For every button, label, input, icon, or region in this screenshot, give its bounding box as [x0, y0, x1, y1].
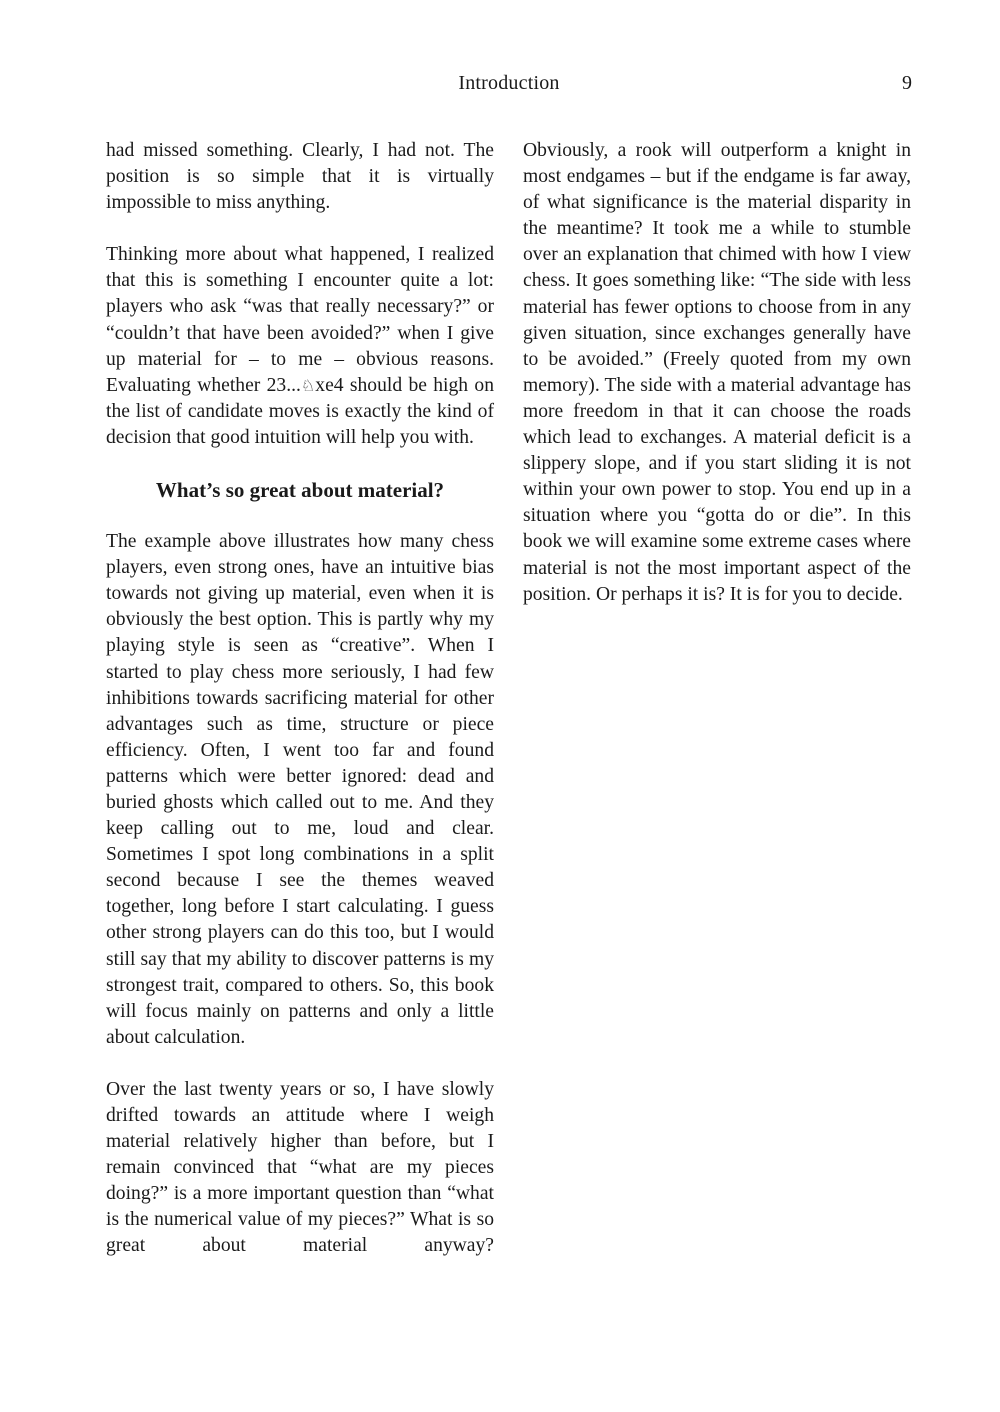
paragraph-text: xe4 should be high on the list of candidate moves is exactly the kind of decision that good intuition will help you with.	[106, 374, 495, 448]
right-column	[523, 138, 911, 608]
paragraph-gap	[106, 1051, 494, 1077]
paragraph-with-move	[106, 242, 494, 451]
paragraph: Over the last twenty years or so, I have slowly drifted towards an attitude where I weigh material relatively higher than before, but I remain convinced that “what are my pieces doing?” is a more important question than “what is the numerical value of my pieces?” What is so great about material anyway?	[106, 1078, 494, 1257]
paragraph: had missed something. Clearly, I had not. The position is so simple that it is virtually impossible to miss anything.	[106, 140, 494, 214]
section-heading: What’s so great about material?	[155, 478, 445, 503]
running-title: Introduction	[458, 72, 560, 94]
running-header	[0, 70, 1000, 100]
paragraph: Obviously, a rook will outperform a knight in most endgames – but if the endgame is far away, of what significance is the material disparity in the meantime? It took me a while to stumble over an explanation that chimed with how I view chess. It goes something like: “The side with less material has fewer options to choose from in any given situation, since exchanges generally have to be avoided.” (Freely quoted from my own memory). The side with a material advantage has more freedom in that it can choose the roads which lead to exchanges. A material deficit is a slippery slope, and if you start sliding it is not within your own power to stop. You end up in a situation where you “gotta do or die”. In this book we will examine some extreme cases where material is not the most important aspect of the position. Or perhaps it is? It is for you to decide.	[523, 140, 911, 605]
paragraph-gap	[106, 451, 494, 477]
paragraph: The example above illustrates how many chess players, even strong ones, have an intuitive bias towards not giving up material, even when it is obviously the best option. This is partly why my playing style is seen as “creative”. When I started to play chess more seriously, I had few inhibitions towards sacrificing material for other advantages such as time, structure or piece efficiency. Often, I went too far and found patterns which were better ignored: dead and buried ghosts which called out to me. And they keep calling out to me, loud and clear. Sometimes I spot long combinations in a split second because I see the themes weaved together, long before I start calculating. I guess other strong players can do this too, but I would still say that my ability to discover patterns is my strongest trait, compared to others. So, this book will focus mainly on patterns and only a little about calculation.	[106, 531, 494, 1048]
knight-icon: ♘	[300, 375, 316, 395]
paragraph-text: Thinking more about what happened, I realized that this is something I encounter quite a lot: players who ask “was that really necessary?” or “couldn’t that have been avoided?” when I give up material for – to me – obvious reasons. Evaluating whether 23...	[106, 244, 494, 396]
paragraph-gap	[106, 503, 494, 529]
page-number: 9	[902, 72, 912, 94]
left-column	[106, 138, 494, 1260]
paragraph-gap	[106, 216, 494, 242]
